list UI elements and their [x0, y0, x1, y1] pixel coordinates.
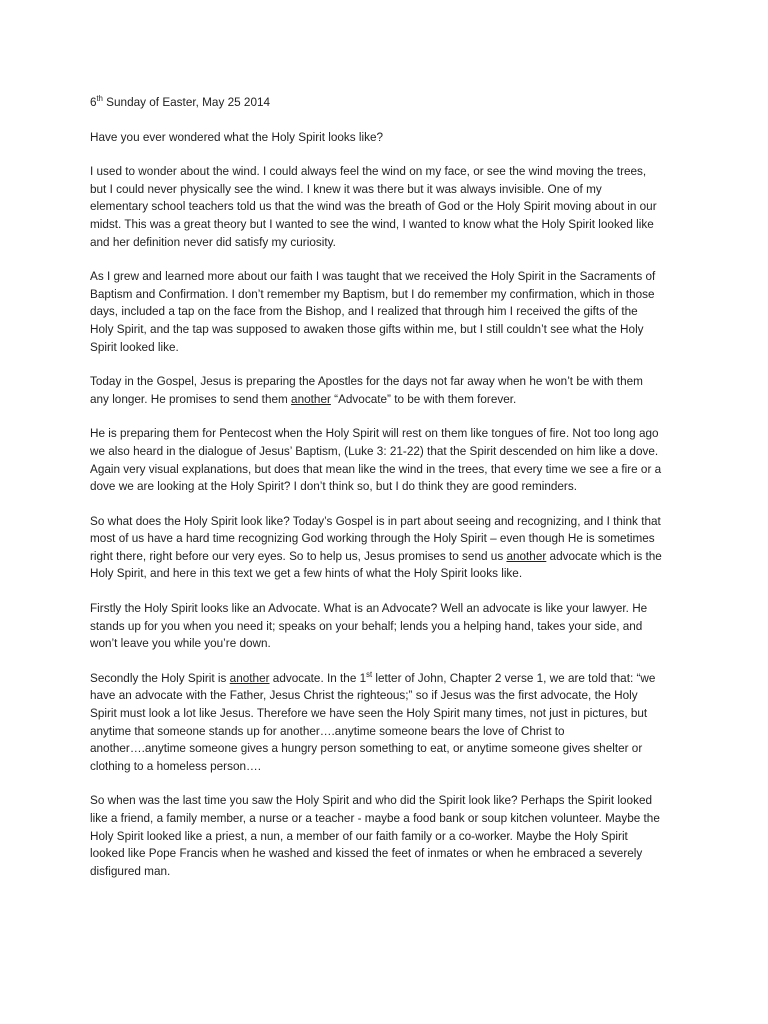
paragraph-8-text-c: letter of John, Chapter 2 verse 1, we are told that: “we have an advocate with the Father, Jesus Christ the righteous;” so if Jesus was the first advocate, the Holy Spirit must look a lot like Jesus. Therefore we have seen the Holy Spirit many times, not just in pictures, but anytime that someone stands up for another….anytime someone bears the love of Christ to another….anytime someone gives a hungry person something to eat, or anytime someone gives shelter or clothing to a homeless person…. [90, 670, 656, 773]
paragraph-7: Firstly the Holy Spirit looks like an Advocate. What is an Advocate? Well an advocate is like your lawyer. He stands up for you when you need it; speaks on your behalf; lends you a helping hand, takes your side, and won’t leave you while you’re down. [90, 601, 648, 651]
paragraph-2: I used to wonder about the wind. I could always feel the wind on my face, or see the wind moving the trees, but I could never physically see the wind. I knew it was there but it was always invisible. One of my elementary school teachers told us that the wind was the breath of God or the Holy Spirit moving about in our midst. This was a great theory but I wanted to see the wind, I wanted to know what the Holy Spirit looked like and her definition never did satisfy my curiosity. [90, 164, 657, 249]
paragraph-9: So when was the last time you saw the Holy Spirit and who did the Spirit look like? Perhaps the Spirit looked like a friend, a family member, a nurse or a teacher - maybe a food bank or soup kitchen volunteer. Maybe the Holy Spirit looked like a priest, a nun, a member of our faith family or a co-worker. Maybe the Holy Spirit looked like Pope Francis when he washed and kissed the feet of inmates or when he embraced a severely disfigured man. [90, 793, 660, 878]
underlined-another: another [291, 391, 331, 406]
paragraph-8-text-b: advocate. In the 1 [269, 670, 367, 685]
paragraph-6 [90, 513, 663, 583]
paragraph-4-text-b: “Advocate” to be with them forever. [330, 391, 517, 406]
paragraph-1: Have you ever wondered what the Holy Spirit looks like? [90, 129, 384, 144]
paragraph-8 [90, 670, 663, 776]
document-body [90, 94, 663, 897]
paragraph-5: He is preparing them for Pentecost when the Holy Spirit will rest on them like tongues of fire. Not too long ago we also heard in the dialogue of Jesus’ Baptism, (Luke 3: 21-22) that the Spirit descended on him like a dove. Again very visual explanations, but does that mean like the wind in the trees, that every time we see a fire or a dove we are looking at the Holy Spirit? I don’t think so, but I do think they are good reminders. [90, 426, 662, 494]
underlined-another: another [506, 548, 547, 563]
ordinal-superscript: st [366, 669, 373, 679]
underlined-another: another [229, 670, 270, 685]
paragraph-4 [90, 373, 663, 408]
paragraph-3: As I grew and learned more about our faith I was taught that we received the Holy Spirit in the Sacraments of Baptism and Confirmation. I don’t remember my Baptism, but I do remember my confirmation, which in those days, included a tap on the face from the Bishop, and I realized that through him I received the gifts of the Holy Spirit, and the tap was supposed to awaken those gifts within me, but I still couldn’t see what the Holy Spirit looked like. [90, 269, 656, 354]
paragraph-6-text-a: So what does the Holy Spirit look like? Today’s Gospel is in part about seeing and recognizing, and I think that most of us have a hard time recognizing God working through the Holy Spirit – even though He is sometimes right there, right before our very eyes. So to help us, Jesus promises to send us [90, 513, 661, 563]
title-text: Sunday of Easter, May 25 2014 [102, 95, 271, 109]
title-ordinal-suffix: th [96, 93, 103, 103]
title-ordinal-number: 6 [90, 95, 97, 109]
paragraph-8-text-a: Secondly the Holy Spirit is [90, 670, 230, 685]
paragraph-4-text-a: Today in the Gospel, Jesus is preparing the Apostles for the days not far away when he won’t be with them any longer. He promises to send them [90, 374, 643, 406]
document-title [90, 94, 663, 112]
paragraph-6-text-b: advocate which is the Holy Spirit, and here in this text we get a few hints of what the Holy Spirit looks like. [90, 548, 662, 581]
